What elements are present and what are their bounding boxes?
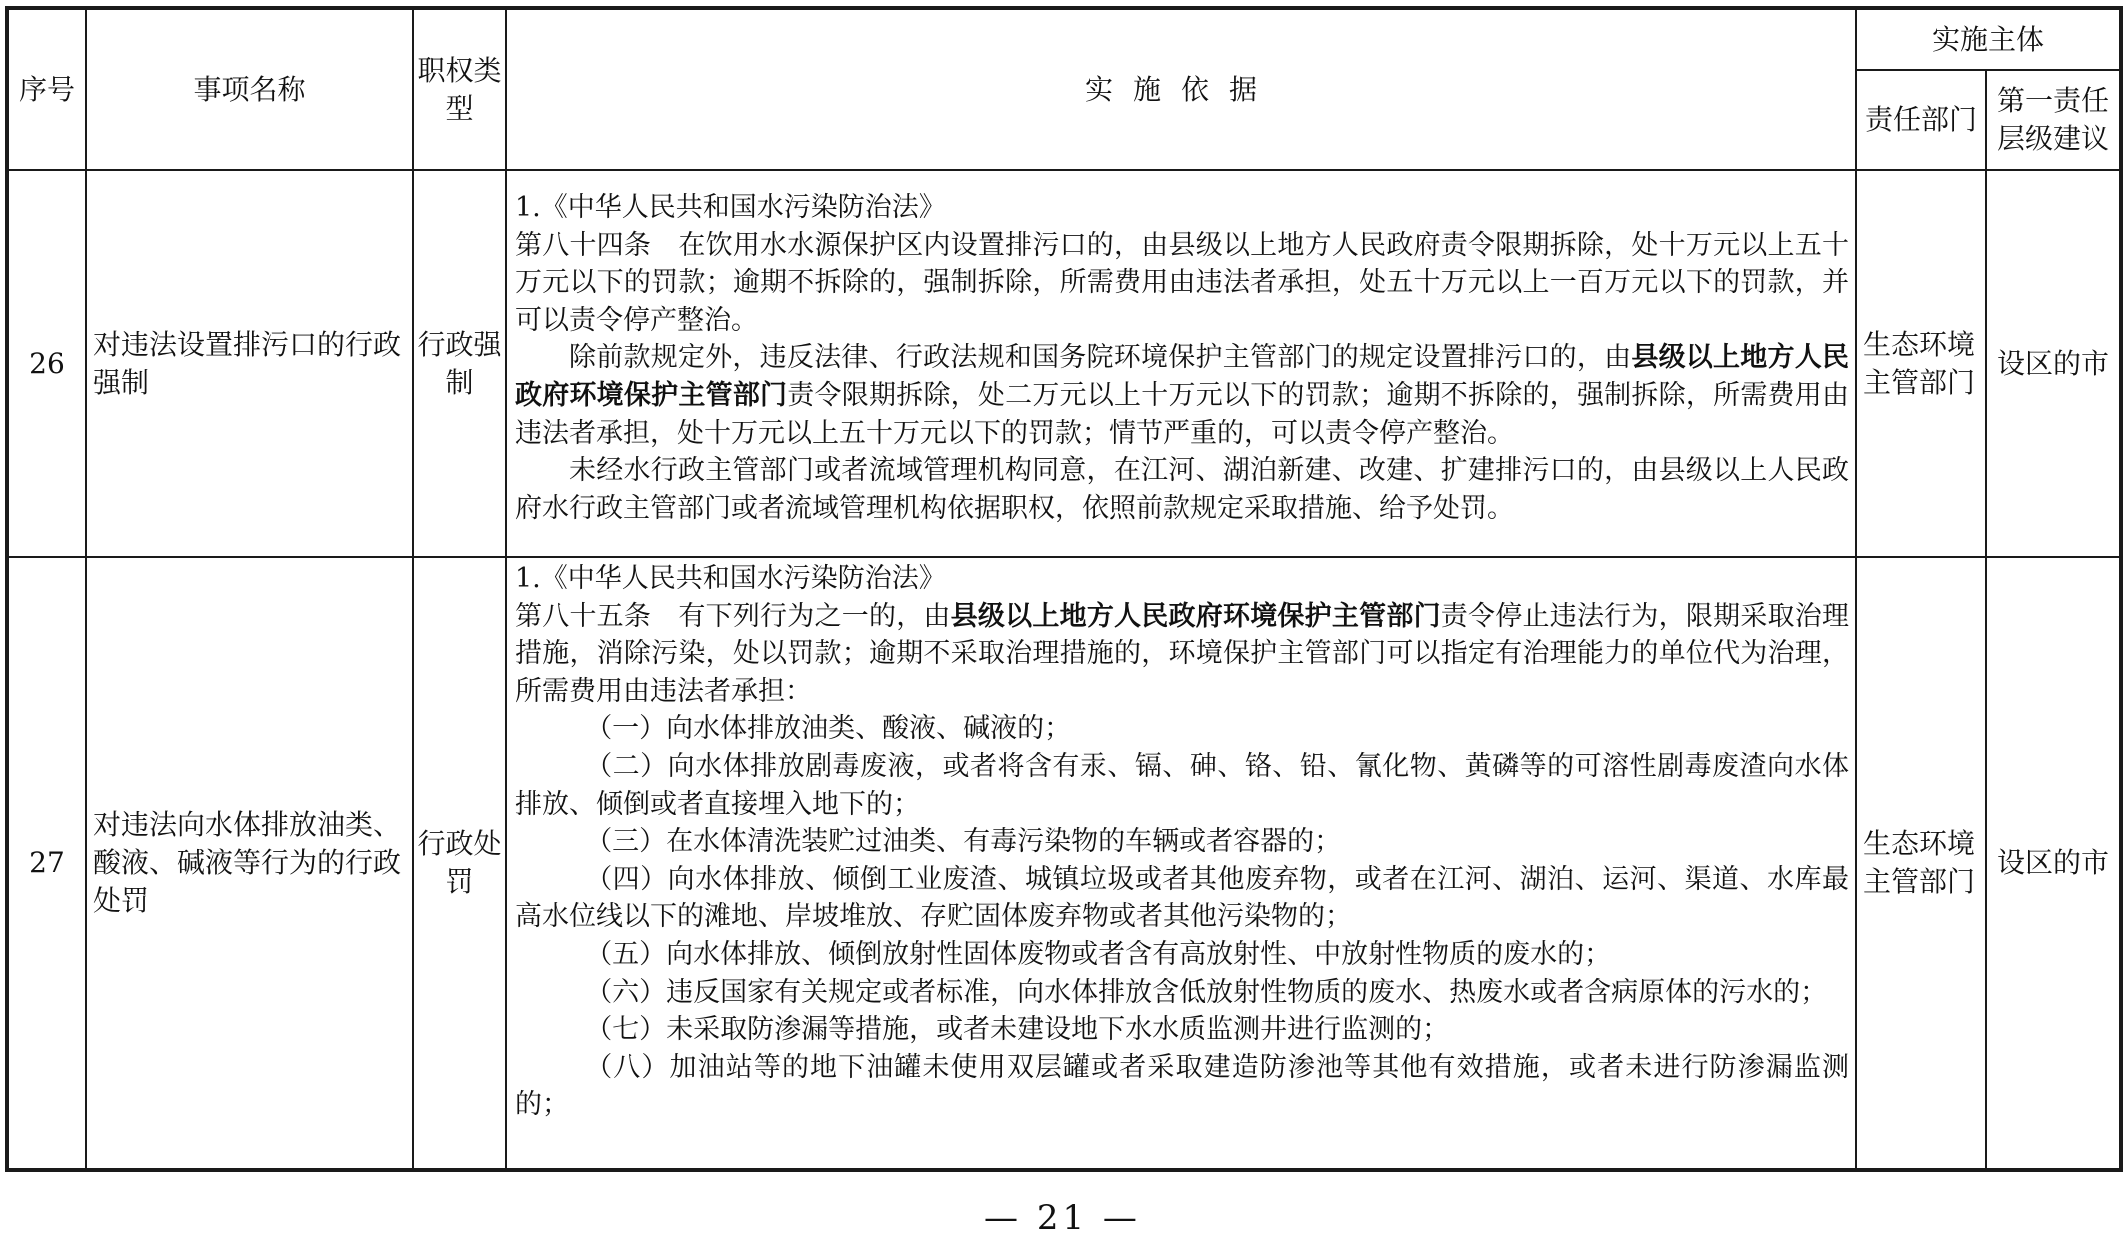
basis-paragraph — [515, 339, 1849, 452]
basis-list-item: （六）违反国家有关规定或者标准，向水体排放含低放射性物质的废水、热废水或者含病原体的污水的； — [585, 976, 1828, 1008]
row-basis — [506, 557, 1856, 1170]
basis-law-title: 1.《中华人民共和国水污染防治法》 — [515, 563, 946, 594]
header-first-level: 第一责任层级建议 — [1986, 70, 2121, 170]
basis-list-item: （八）加油站等的地下油罐未使用双层罐或者采取建造防渗池等其他有效措施，或者未进行防渗漏监测的； — [515, 1051, 1849, 1121]
basis-bold-authority: 县级以上地方人民政府环境保护主管部门 — [950, 600, 1441, 632]
basis-list-item: （二）向水体排放剧毒废液，或者将含有汞、镉、砷、铬、铅、氰化物、黄磷等的可溶性剧毒废渣向水体排放、倾倒或者直接埋入地下的； — [515, 750, 1849, 820]
basis-paragraph: 第八十四条 在饮用水水源保护区内设置排污口的，由县级以上地方人民政府责令限期拆除，处十万元以上五十万元以下的罚款；逾期不拆除的，强制拆除，所需费用由违法者承担，处五十万元以上一百万元以下的罚款，并可以责令停产整治。 — [515, 229, 1849, 336]
basis-law-title: 1.《中华人民共和国水污染防治法》 — [515, 192, 946, 223]
row-seq: 26 — [7, 170, 86, 557]
basis-text: 除前款规定外，违反法律、行政法规和国务院环境保护主管部门的规定设置排污口的，由 — [569, 342, 1632, 374]
page-number: — 21 — — [984, 1198, 1141, 1238]
basis-list-item: （一）向水体排放油类、酸液、碱液的； — [585, 713, 1072, 745]
header-seq: 序号 — [7, 8, 86, 170]
table-row — [7, 557, 2121, 1170]
row-dept: 生态环境主管部门 — [1856, 557, 1986, 1170]
row-power-type: 行政强制 — [413, 170, 506, 557]
row-seq: 27 — [7, 557, 86, 1170]
enforcement-table — [5, 6, 2123, 1172]
header-power-type: 职权类型 — [413, 8, 506, 170]
row-dept: 生态环境主管部门 — [1856, 170, 1986, 557]
basis-bold-authority: 县级以上地方人民政府环境保护主管部门 — [515, 342, 1850, 411]
header-item-name: 事项名称 — [86, 8, 413, 170]
header-basis: 实施依据 — [506, 8, 1856, 170]
row-power-type: 行政处罚 — [413, 557, 506, 1170]
row-first-level: 设区的市 — [1986, 557, 2121, 1170]
basis-list-item: （三）在水体清洗装贮过油类、有毒污染物的车辆或者容器的； — [585, 826, 1342, 858]
row-first-level: 设区的市 — [1986, 170, 2121, 557]
row-item-name: 对违法向水体排放油类、酸液、碱液等行为的行政处罚 — [86, 557, 413, 1170]
header-dept: 责任部门 — [1856, 70, 1986, 170]
basis-text: 第八十五条 有下列行为之一的，由 — [515, 600, 951, 632]
basis-paragraph: 未经水行政主管部门或者流域管理机构同意，在江河、湖泊新建、改建、扩建排污口的，由县级以上人民政府水行政主管部门或者流域管理机构依据职权，依照前款规定采取措施、给予处罚。 — [515, 455, 1849, 524]
basis-list-item: （四）向水体排放、倾倒工业废渣、城镇垃圾或者其他废弃物，或者在江河、湖泊、运河、渠道、水库最高水位线以下的滩地、岸坡堆放、存贮固体废弃物或者其他污染物的； — [515, 863, 1849, 933]
basis-text: 责令限期拆除，处二万元以上十万元以下的罚款；逾期不拆除的，强制拆除，所需费用由违法者承担，处十万元以上五十万元以下的罚款；情节严重的，可以责令停产整治。 — [515, 379, 1850, 449]
basis-list-item: （七）未采取防渗漏等措施，或者未建设地下水水质监测井进行监测的； — [585, 1014, 1450, 1046]
row-basis — [506, 170, 1856, 557]
basis-paragraph — [515, 598, 1849, 711]
table-row — [7, 170, 2121, 557]
basis-text: 责令停止违法行为，限期采取治理措施，消除污染，处以罚款；逾期不采取治理措施的，环境保护主管部门可以指定有治理能力的单位代为治理，所需费用由违法者承担： — [515, 600, 1850, 707]
row-item-name: 对违法设置排污口的行政强制 — [86, 170, 413, 557]
header-subject: 实施主体 — [1856, 8, 2121, 70]
basis-list-item: （五）向水体排放、倾倒放射性固体废物或者含有高放射性、中放射性物质的废水的； — [585, 938, 1612, 970]
